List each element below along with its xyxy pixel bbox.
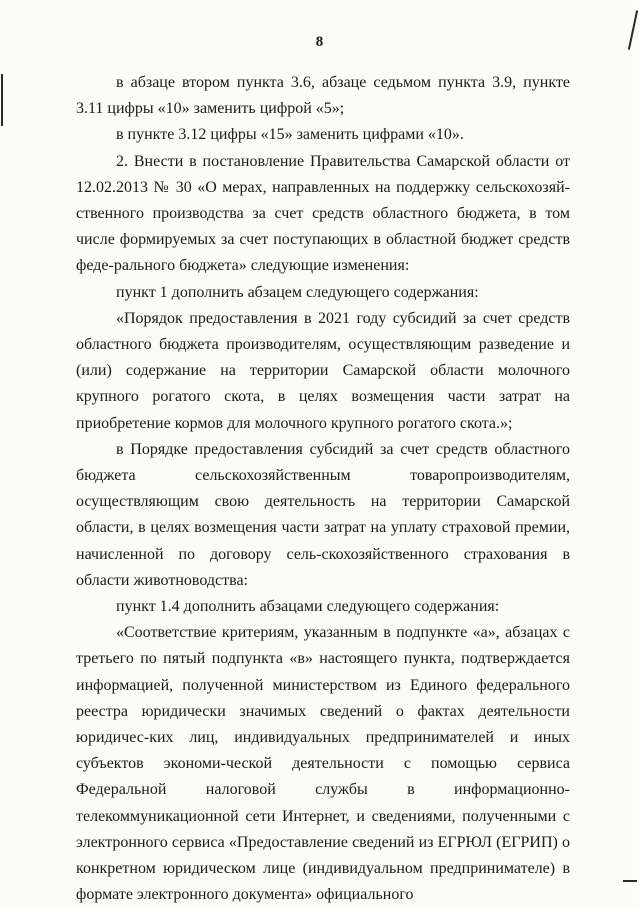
scan-artifact-bottom-right [623, 880, 637, 882]
paragraph-amend-3-12: в пункте 3.12 цифры «15» заменить цифрами «10». [116, 126, 464, 144]
paragraph-insurance-procedure: в Порядке предоставления субсидий за счет средств областного бюджета сельскохозяйственным товаропроизводителям, осуществляющим свою деятельность на территории Самарской области, в целях возмещения части затрат на уплату страховой премии, начисленной по договору сель-скохозяйственного страхования в области животноводства: [76, 440, 570, 589]
paragraph-item-1-4-add: пункт 1.4 дополнить абзацами следующего содержания: [116, 598, 500, 616]
paragraph-item-2: 2. Внести в постановление Правительства Самарской области от 12.02.2013 № 30 «О мерах, направленных на поддержку сельскохозяй-ственного производства за счет средств областного бюджета, в том числе формируемых за счет поступающих в областной бюджет средств феде-рального бюджета» следующие изменения: [76, 152, 570, 275]
document-body [76, 70, 570, 909]
page-number: 8 [315, 34, 324, 50]
paragraph-criteria-compliance: «Соответствие критериям, указанным в подпункте «а», абзацах с третьего по пятый подпункта «в» настоящего пункта, подтверждается информацией, полученной министерством из Единого федерального реестра юридически значимых сведений о фактах деятельности юридичес-ких лиц, индивидуальных предпринимателей и иных субъектов экономи-ческой деятельности с помощью сервиса Федеральной налоговой службы в информационно-телекоммуникационной сети Интернет, и сведениями, полученными с электронного сервиса «Предоставление сведений из ЕГРЮЛ (ЕГРИП) о конкретном юридическом лице (индивидуальном предпринимателе) в формате электронного документа» официального [76, 624, 570, 904]
paragraph-item-1-add: пункт 1 дополнить абзацем следующего содержания: [116, 283, 479, 301]
scan-artifact-left [1, 74, 3, 126]
paragraph-subsidy-procedure: «Порядок предоставления в 2021 году субсидий за счет средств областного бюджета производителям, осуществляющим разведение и (или) содержание на территории Самарской области молочного крупного рогатого скота, в целях возмещения части затрат на приобретение кормов для молочного крупного рогатого скота.»; [76, 309, 570, 432]
paragraph-amend-3-6: в абзаце втором пункта 3.6, абзаце седьмом пункта 3.9, пункте 3.11 цифры «10» заменить цифрой «5»; [76, 74, 570, 118]
